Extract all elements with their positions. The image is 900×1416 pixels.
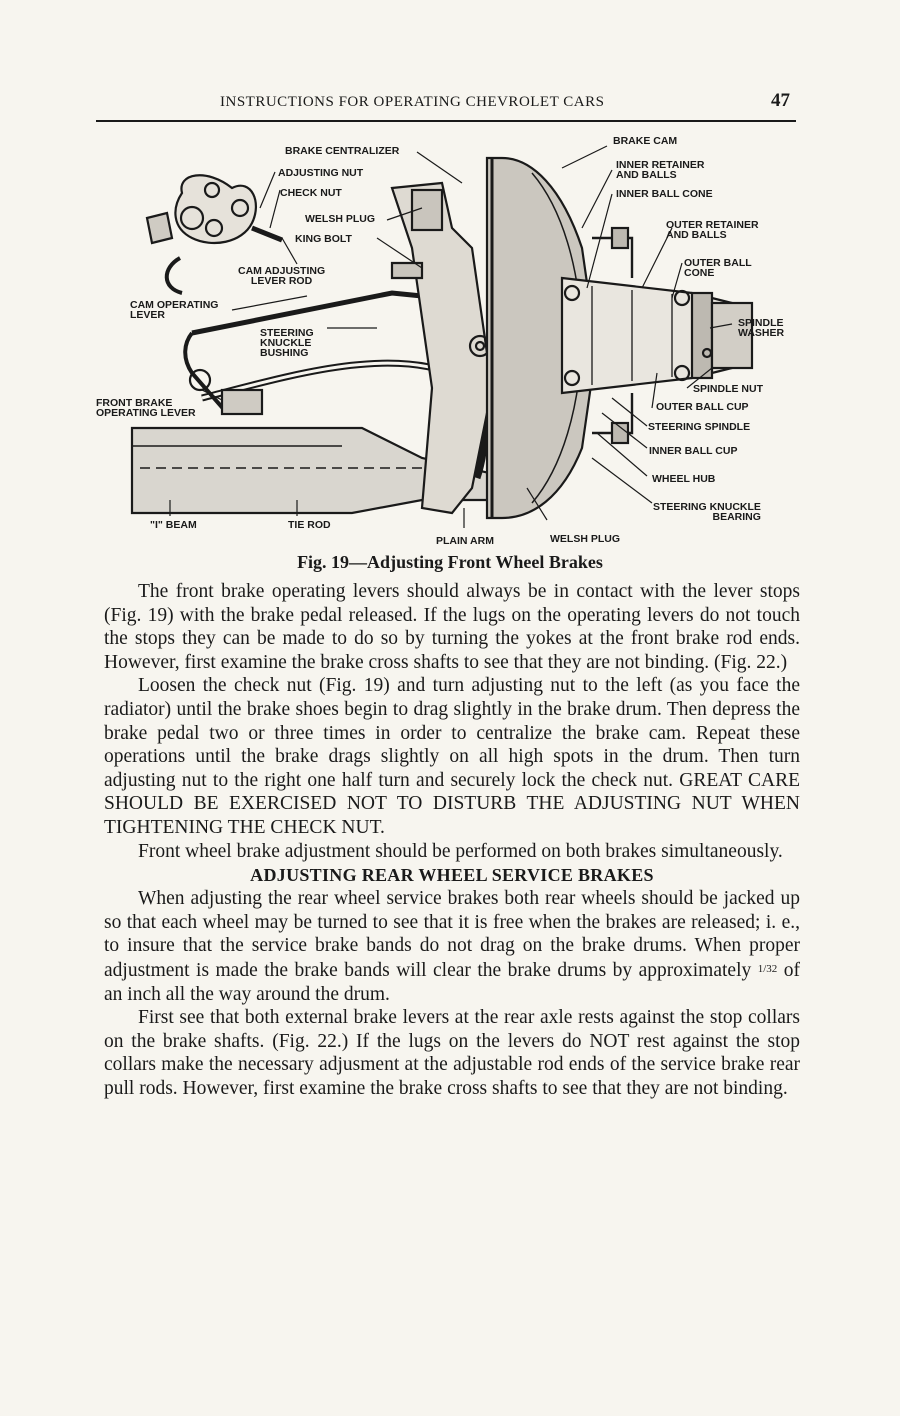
label-brake-centralizer: BRAKE CENTRALIZER: [285, 145, 400, 157]
paragraph-4-text-b: of an inch all the way around the drum.: [104, 959, 800, 1005]
paragraph-2: Loosen the check nut (Fig. 19) and turn adjusting nut to the left (as you face the radiator) until the brake shoes begin to drag slightly in the brake drum. Then depress the brake pedal two or three times in order to centralize the brake cam. Repeat these operations until the brake drags slightly on all high spots in the drum. Then turn adjusting nut to the right one half turn and securely lock the check nut. GREAT CARE SHOULD BE EXERCISED NOT TO DISTURB THE ADJUSTING NUT WHEN TIGHTENING THE CHECK NUT.: [104, 675, 800, 838]
paragraph-1: The front brake operating levers should always be in contact with the lever stops (Fig. 19) with the brake pedal released. If the lugs on the operating levers do not touch the stops they can be made to do so by turning the yokes at the front brake rod ends. However, first examine the brake cross shafts to see that they are not binding. (Fig. 22.): [104, 581, 800, 673]
label-steering-knuckle-bearing: STEERING KNUCKLE BEARING: [653, 501, 761, 523]
label-wheel-hub: WHEEL HUB: [652, 473, 716, 485]
label-tie-rod: TIE ROD: [288, 519, 331, 531]
section-heading: ADJUSTING REAR WHEEL SERVICE BRAKES: [250, 865, 654, 886]
paragraph-3: Front wheel brake adjustment should be performed on both brakes simultaneously.: [138, 840, 783, 862]
figure-front-wheel-brakes: [92, 128, 808, 552]
body-text: [104, 580, 800, 1100]
label-steering-spindle: STEERING SPINDLE: [648, 421, 751, 433]
fraction: 1/32: [757, 962, 778, 975]
label-cam-operating-lever: CAM OPERATING LEVER: [130, 299, 219, 321]
label-brake-cam: BRAKE CAM: [613, 135, 678, 147]
figure-caption: Fig. 19—Adjusting Front Wheel Brakes: [297, 552, 603, 572]
label-front-brake-operating-lever: FRONT BRAKE OPERATING LEVER: [96, 397, 196, 419]
paragraph-4: [104, 887, 800, 1006]
label-check-nut: CHECK NUT: [280, 187, 342, 199]
label-i-beam: "I" BEAM: [150, 519, 197, 531]
label-inner-retainer-and-balls: INNER RETAINER AND BALLS: [616, 159, 705, 181]
paragraph-5: First see that both external brake levers at the rear axle rests against the stop collars on the brake shafts. (Fig. 22.) If the lugs on the levers do NOT rest against the stop collars make the necessary adjusment at the adjustable rod ends of the service brake rear pull rods. However, first examine the brake cross shafts to see that they are not binding.: [104, 1007, 800, 1099]
label-steering-knuckle-bushing: STEERING KNUCKLE BUSHING: [260, 327, 314, 359]
label-outer-retainer-and-balls: OUTER RETAINER AND BALLS: [666, 219, 759, 241]
running-title: INSTRUCTIONS FOR OPERATING CHEVROLET CARS: [220, 94, 605, 110]
paragraph-4-text-a: When adjusting the rear wheel service brakes both rear wheels should be jacked up so that each wheel may be turned to see that it is free when the brakes are released; i. e., to insure that the service brake bands do not drag on the brake drums. When proper adjustment is made the brake bands will clear the brake drums by approximately: [104, 888, 800, 981]
label-welsh-plug-top: WELSH PLUG: [305, 213, 375, 225]
label-spindle-washer: SPINDLE WASHER: [738, 317, 785, 339]
label-outer-ball-cone: OUTER BALL CONE: [684, 257, 752, 279]
label-outer-ball-cup: OUTER BALL CUP: [656, 401, 749, 413]
label-inner-ball-cone: INNER BALL CONE: [616, 188, 713, 200]
page-number: 47: [771, 90, 790, 111]
label-spindle-nut: SPINDLE NUT: [693, 383, 764, 395]
label-inner-ball-cup: INNER BALL CUP: [649, 445, 738, 457]
label-plain-arm: PLAIN ARM: [436, 535, 494, 547]
label-king-bolt: KING BOLT: [295, 233, 352, 245]
running-header: [96, 90, 796, 122]
label-welsh-plug-bottom: WELSH PLUG: [550, 533, 620, 545]
label-cam-adjusting-lever-rod: CAM ADJUSTING LEVER ROD: [238, 265, 326, 287]
label-adjusting-nut: ADJUSTING NUT: [278, 167, 364, 179]
